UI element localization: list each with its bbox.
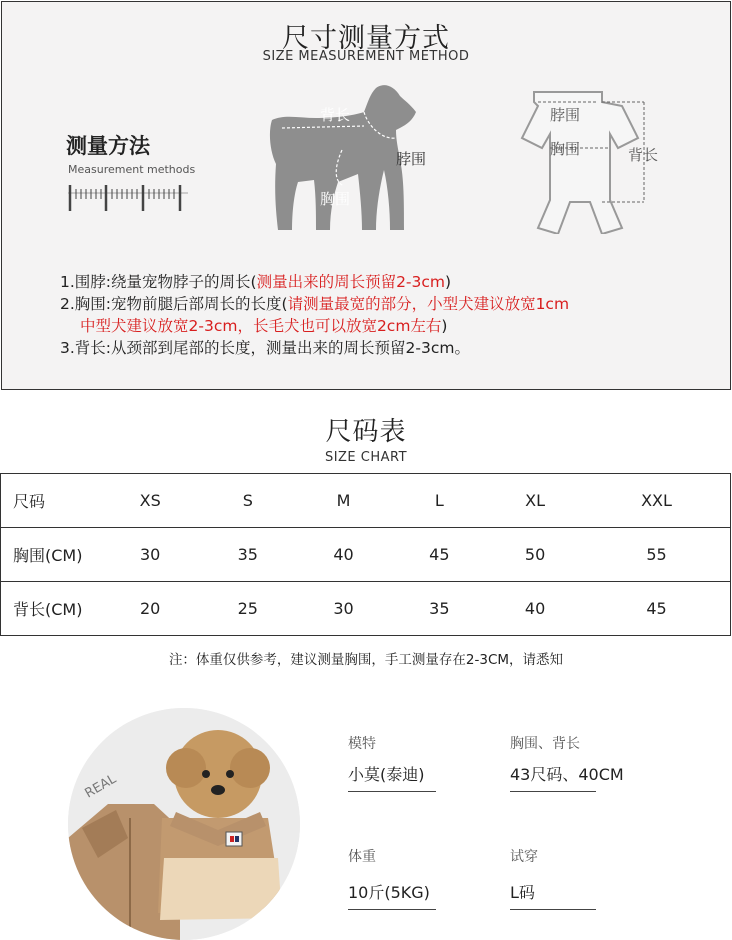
table-cell: 背长(CM) [13, 600, 83, 619]
try-on-value: L码 [510, 880, 596, 910]
clothes-illustration [498, 88, 674, 234]
table-cell: 25 [237, 599, 258, 618]
table-cell: L [391, 474, 487, 528]
note-line-1: 1.围脖:绕量宠物脖子的周长(测量出来的周长预留2-3cm) [60, 273, 452, 291]
dog-label-chest: 胸围 [320, 190, 351, 208]
table-cell: S [200, 474, 296, 528]
table-row [1, 528, 731, 582]
table-cell: 35 [429, 599, 450, 618]
clothes-label-chest: 胸围 [550, 140, 581, 158]
size-chart-subtitle: SIZE CHART [324, 450, 408, 465]
size-note: 注：体重仅供参考，建议测量胸围，手工测量存在2-3CM，请悉知 [168, 652, 564, 668]
table-row [1, 582, 731, 636]
table-cell: 55 [583, 528, 731, 582]
size-chart-title: 尺码表 [325, 417, 407, 447]
try-on-label: 试穿 [510, 849, 538, 865]
table-cell: 50 [487, 528, 583, 582]
measurement-notes [60, 271, 720, 359]
measurement-section [1, 1, 731, 390]
table-cell: 胸围(CM) [1, 528, 101, 582]
note-line-3: 中型犬建议放宽2-3cm，长毛犬也可以放宽2cm左右) [80, 317, 448, 335]
table-cell: 30 [333, 599, 354, 618]
table-cell: XXL [583, 474, 731, 528]
note-line-2: 2.胸围:宠物前腿后部周长的长度(请测量最宽的部分，小型犬建议放宽1cm [60, 295, 570, 313]
note-line-4: 3.背长:从颈部到尾部的长度，测量出来的周长预留2-3cm。 [60, 339, 470, 357]
chest-back-label: 胸围、背长 [510, 736, 580, 752]
method-sub: Measurement methods [68, 163, 196, 176]
model-photo [68, 708, 300, 940]
table-cell: 40 [296, 528, 392, 582]
size-table [0, 473, 731, 636]
ruler-icon [68, 185, 188, 211]
table-cell: 45 [391, 528, 487, 582]
table-cell: 45 [646, 599, 667, 618]
chest-back-value: 43尺码、40CM [510, 762, 596, 792]
photo-text: REAL [82, 771, 119, 802]
table-cell: M [296, 474, 392, 528]
method-label: 测量方法 [66, 134, 150, 158]
dog-label-neck: 脖围 [396, 150, 427, 168]
table-header-row [1, 474, 731, 528]
clothes-label-neck: 脖围 [550, 106, 581, 124]
table-cell: XS [101, 474, 200, 528]
weight-label: 体重 [348, 849, 376, 865]
table-cell: XL [487, 474, 583, 528]
clothes-label-back: 背长 [628, 146, 659, 164]
table-cell: 30 [101, 528, 200, 582]
table-cell: 40 [524, 599, 546, 618]
measurement-subtitle: SIZE MEASUREMENT METHOD [262, 49, 470, 64]
measurement-title: 尺寸测量方式 [282, 23, 450, 54]
model-label: 模特 [348, 736, 376, 752]
model-value: 小莫(泰迪) [348, 762, 436, 792]
table-cell: 35 [200, 528, 296, 582]
dog-illustration [264, 82, 444, 234]
table-cell: 尺码 [1, 474, 101, 528]
dog-label-back: 背长 [320, 106, 351, 124]
weight-value: 10斤(5KG) [348, 880, 436, 910]
table-cell: 20 [140, 599, 161, 618]
